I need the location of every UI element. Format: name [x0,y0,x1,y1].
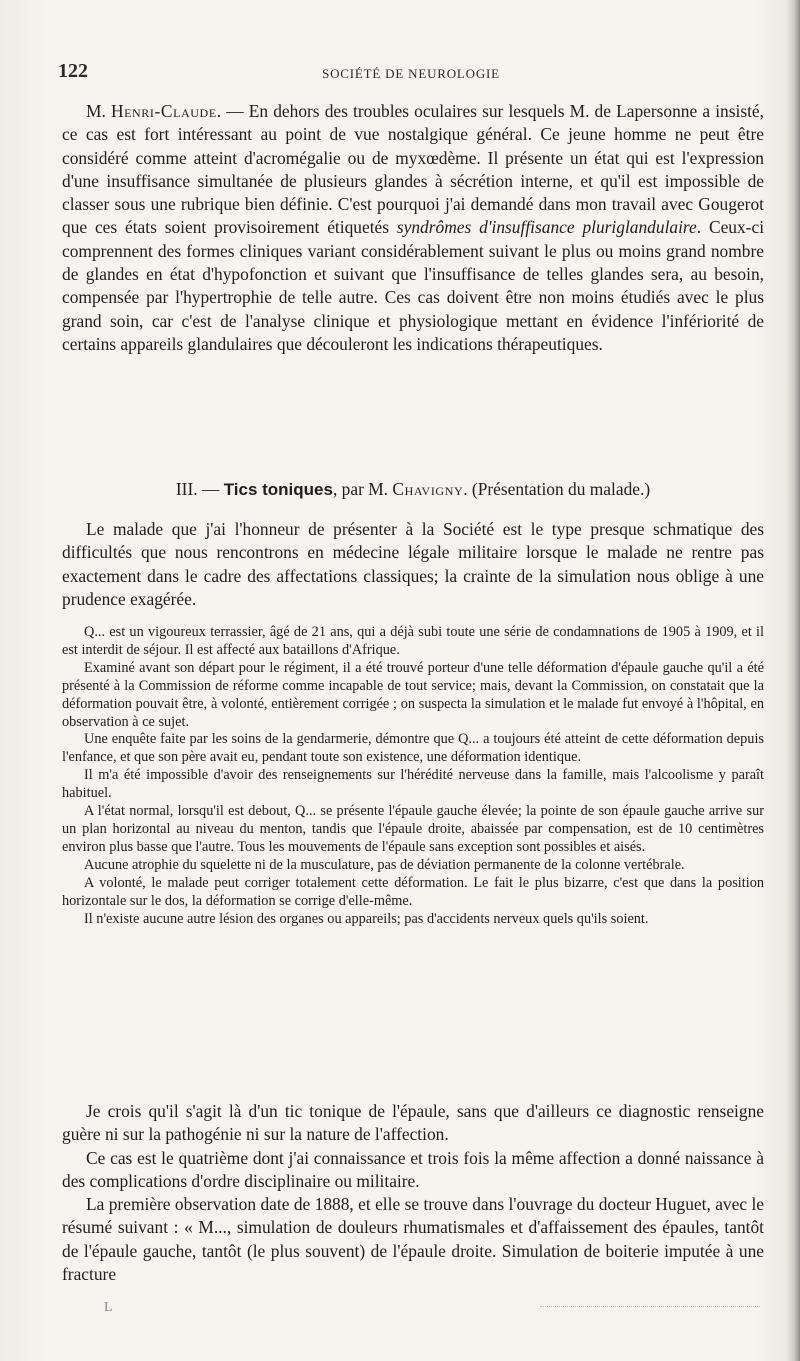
closing-paragraph-3: La première observation date de 1888, et elle se trouve dans l'ouvrage du docteur Huguet, avec le résumé suivant : « M..., simulation de douleurs rhumatismales et d'affaissement des épaules, tantôt de l'épaule gauche, tantôt (le plus souvent) de l'épaule droite. Simulation de boiterie imputée à une fracture [62,1194,764,1285]
intro-paragraph [62,100,764,356]
case-paragraph-2: Examiné avant son départ pour le régiment, il a été trouvé porteur d'une telle déformation d'épaule gauche qu'il a été présenté à la Commission de réforme comme incapable de tout service; mais, devant la Commission, on constatait que la déformation pouvait être, à volonté, entièrement corrigée ; on suspecta la simulation et le malade fut envoyé à l'hôpital, en observation à ce sujet. [62,659,764,730]
intro-text-2: . Ceux-ci comprennent des formes cliniques variant considérablement suivant le plus ou moins grand nombre de glandes en état d'hypofonction et suivant que l'insuffisance de telles glandes sera, au besoin, compensée par l'hypertrophie de telle autre. Ces cas doivent être non moins étudiés avec le plus grand soin, car c'est de l'analyse clinique et physiologique mettant en évidence l'infériorité de certains appareils glandulaires que découleront les indications thérapeutiques. [62,217,765,354]
case-paragraph-1: Q... est un vigoureux terrassier, âgé de 21 ans, qui a déjà subi toute une série de condamnations de 1905 à 1909, et il est interdit de séjour. Il est affecté aux bataillons d'Afrique. [62,624,764,658]
closing-paragraph-2: Ce cas est le quatrième dont j'ai connaissance et trois fois la même affection a donné naissance à des complications d'ordre disciplinaire ou militaire. [62,1147,764,1191]
case-report [62,624,764,928]
case-paragraph-7: A volonté, le malade peut corriger totalement cette déformation. Le fait le plus bizarre, c'est que dans la position horizontale sur le dos, la déformation se corrige d'elle-même. [62,874,764,909]
section-author: Chavigny [392,479,464,499]
page-edge-shadow [786,0,800,1361]
section-title: Tics toniques [223,480,333,499]
case-paragraph-6: Aucune atrophie du squelette ni de la musculature, pas de déviation permanente de la colonne vertébrale. [84,856,685,873]
closing-section [62,1100,764,1286]
page-number: 122 [58,60,88,82]
footer-dotted-rule [540,1306,760,1307]
italic-term: syndrômes d'insuffisance pluriglandulaire [396,217,697,238]
section-note: . (Présentation du malade.) [463,479,651,499]
case-paragraph-3: Une enquête faite par les soins de la gendarmerie, démontre que Q... a toujours été atteint de cette déformation depuis l'enfance, et que son père avait eu, pendant toute son existence, une déformation identique. [62,731,764,766]
case-paragraph-8: Il n'existe aucune autre lésion des organes ou appareils; pas d'accidents nerveux quels qu'ils soient. [84,910,649,927]
closing-paragraph-1: Je crois qu'il s'agit là d'un tic tonique de l'épaule, sans que d'ailleurs ce diagnostic renseigne guère ni sur la pathogénie ni sur la nature de l'affection. [62,1101,764,1145]
opening-paragraph [62,518,764,611]
speaker-prefix: M. [86,101,111,121]
running-title: SOCIÉTÉ DE NEUROLOGIE [322,66,500,81]
section-by: , par M. [332,479,393,499]
intro-text-1: . — En dehors des troubles oculaires sur lesquels M. de Lapersonne a insisté, ce cas est fort intéressant au point de vue nostalgique général. Ce jeune homme ne peut être considéré comme atteint d'acromégalie ou de myxœdème. Il présente un état qui est l'expression d'une insuffisance simultanée de plusieurs glandes à sécrétion interne, et qu'il est impossible de classer sous une rubrique bien définie. C'est pourquoi j'ai demandé dans mon travail avec Gougerot que ces états soient provisoirement étiquetés [62,101,764,238]
case-paragraph-4: Il m'a été impossible d'avoir des renseignements sur l'hérédité nerveuse dans la famille, mais l'alcoolisme y paraît habituel. [62,767,764,802]
case-paragraph-5: A l'état normal, lorsqu'il est debout, Q... se présente l'épaule gauche élevée; la pointe de son épaule gauche arrive sur un plan horizontal au niveau du menton, tandis que l'épaule droite, abaissée par compensation, est de 10 centimètres environ plus basse que l'autre. Tous les mouvements de l'épaule sans exception sont possibles et aisés. [62,803,764,855]
section-heading [62,477,764,502]
speaker-name: Henri-Claude [110,101,217,121]
page-header [58,60,764,88]
footer-mark: L [104,1300,113,1315]
opening-text: Le malade que j'ai l'honneur de présenter à la Société est le type presque schmatique des difficultés que nous rencontrons en médecine légale militaire lorsque le malade ne rentre pas exactement dans le cadre des affectations classiques; la crainte de la simulation nous oblige à une prudence exagérée. [62,519,764,609]
section-number: III. — [175,479,224,499]
